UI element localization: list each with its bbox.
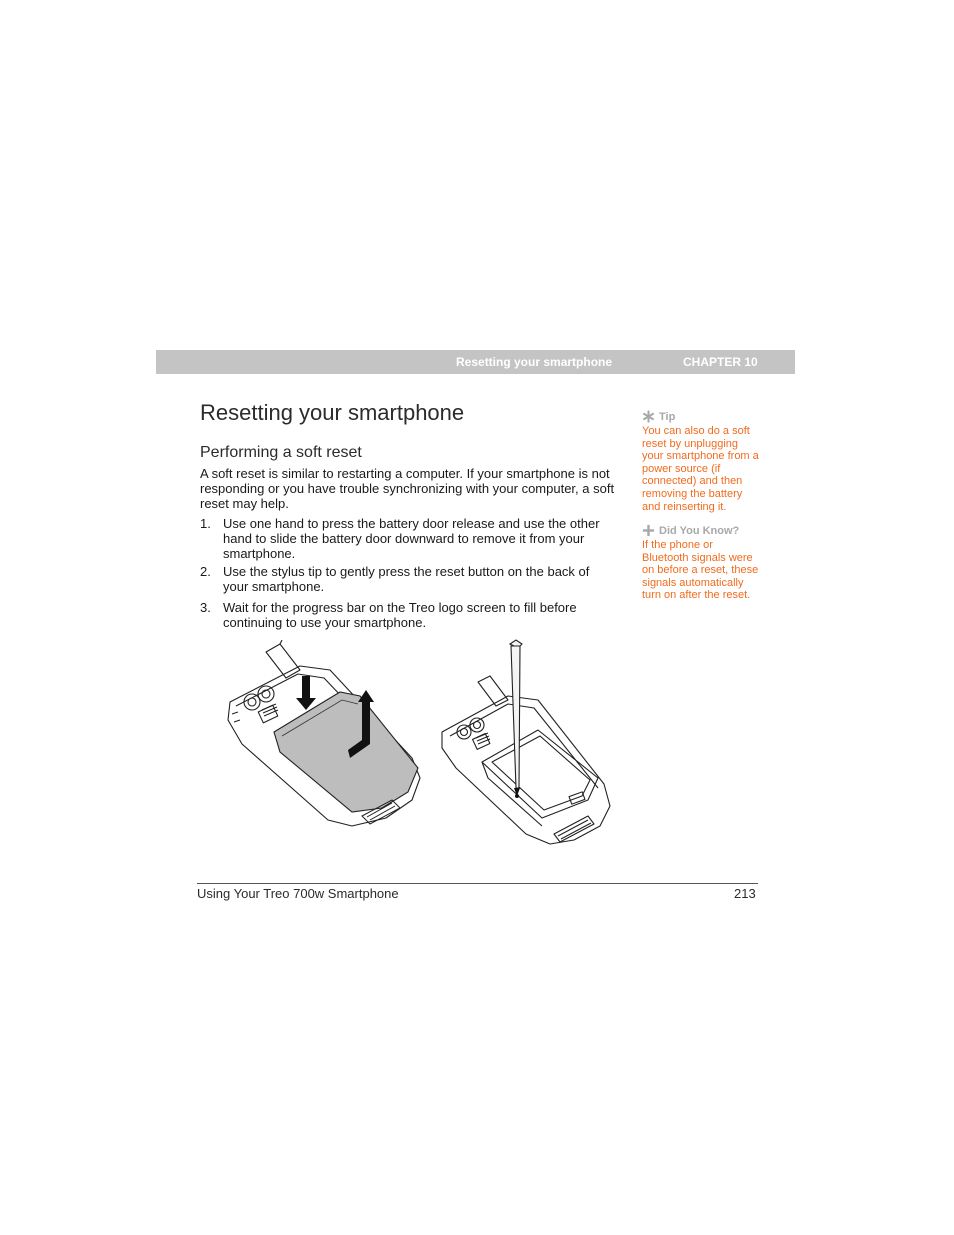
step-number: 3.	[200, 600, 211, 615]
did-you-know-text: If the phone or Bluetooth signals were on before a reset, these signals automatically turn on after the reset.	[642, 539, 759, 602]
step-number: 1.	[200, 516, 211, 531]
footer-book-title: Using Your Treo 700w Smartphone	[197, 886, 399, 901]
plus-icon	[642, 524, 655, 537]
intro-paragraph: A soft reset is similar to restarting a computer. If your smartphone is not responding or you have trouble synchronizing with your computer, a soft reset may help.	[200, 466, 615, 511]
did-you-know-label: Did You Know?	[659, 524, 740, 537]
footer-rule	[197, 883, 758, 884]
tip-heading	[642, 410, 762, 423]
step-number: 2.	[200, 564, 211, 579]
did-you-know-box	[642, 524, 762, 602]
footer-page-number: 213	[734, 886, 756, 901]
running-header-chapter: CHAPTER 10	[683, 355, 758, 369]
running-header-section: Resetting your smartphone	[456, 355, 613, 369]
tip-text: You can also do a soft reset by unplugging your smartphone from a power source (if connected) and then removing the battery and reinserting it.	[642, 425, 759, 513]
stylus-reset-illustration	[438, 638, 618, 848]
page-title: Resetting your smartphone	[200, 400, 465, 425]
tip-label: Tip	[659, 410, 676, 423]
step-text: Use one hand to press the battery door release and use the other hand to slide the battery door downward to remove it from your smartphone.	[223, 516, 600, 561]
step-text: Use the stylus tip to gently press the reset button on the back of your smartphone.	[223, 564, 590, 594]
asterisk-icon	[642, 410, 655, 423]
battery-door-removal-illustration	[222, 640, 432, 832]
tip-box	[642, 410, 762, 513]
step-text: Wait for the progress bar on the Treo logo screen to fill before continuing to use your smartphone.	[223, 600, 577, 630]
did-you-know-heading	[642, 524, 762, 537]
section-subtitle: Performing a soft reset	[200, 444, 362, 461]
